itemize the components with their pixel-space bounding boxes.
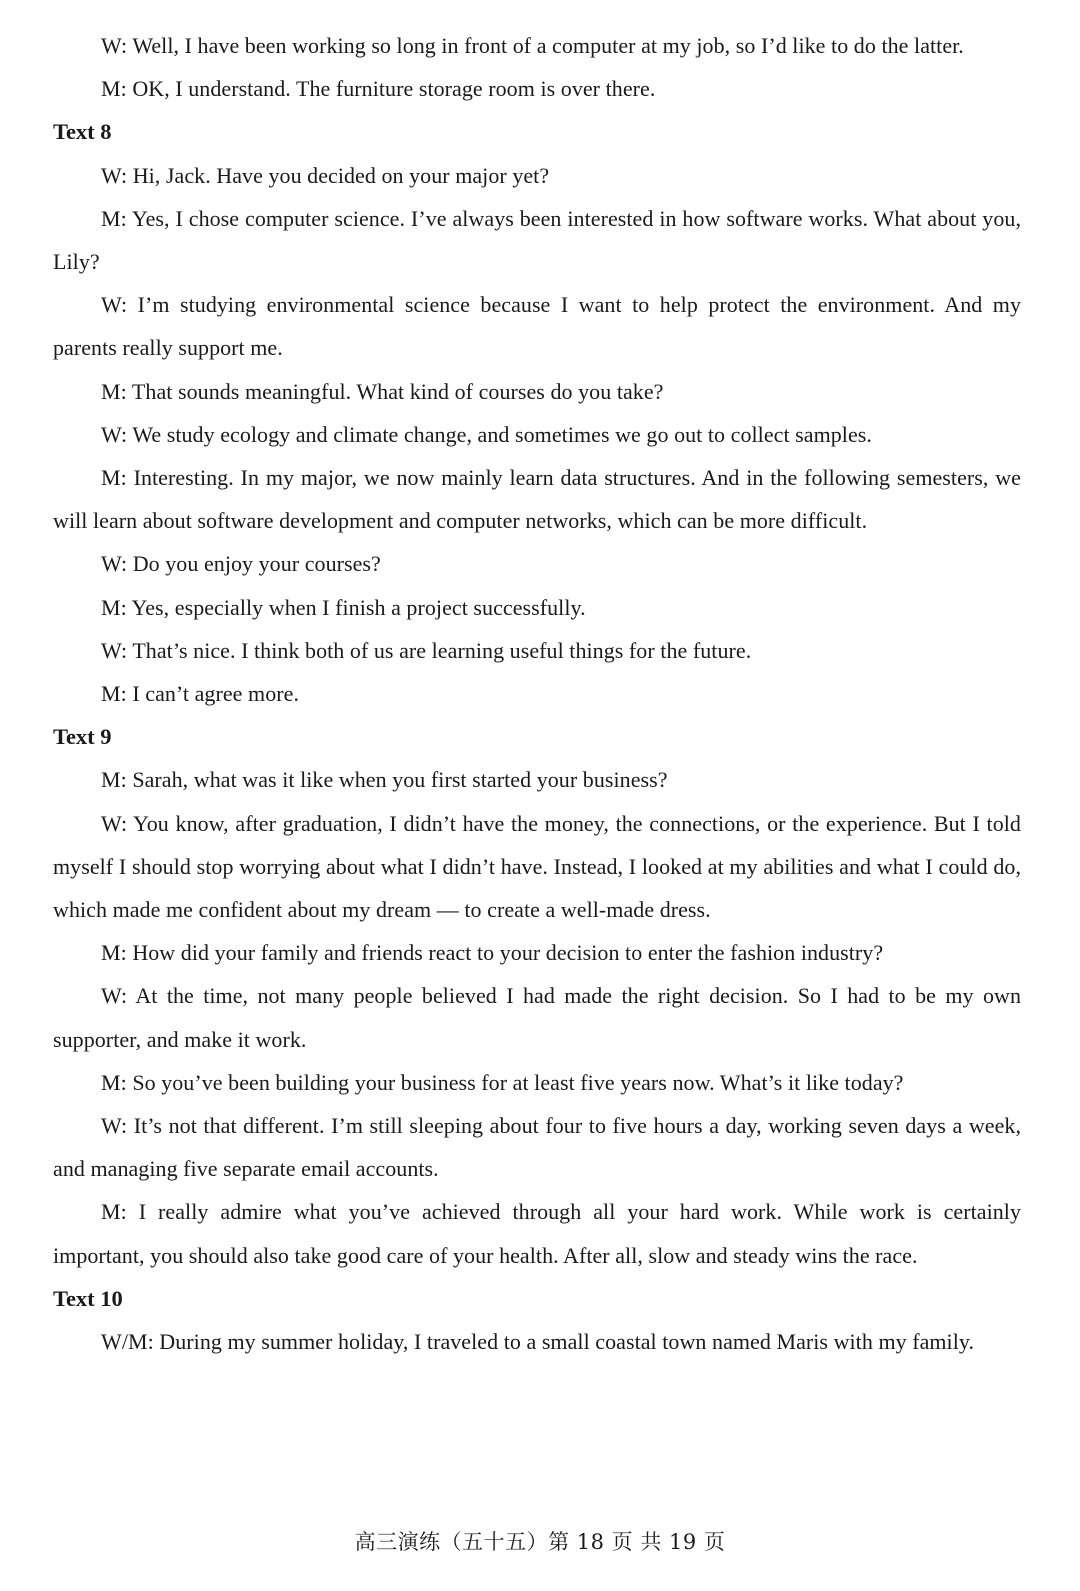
dialogue-line: M: OK, I understand. The furniture storage room is over there. [101,76,656,102]
dialogue-line: W: That’s nice. I think both of us are learning useful things for the future. [101,637,752,663]
dialogue-line: M: That sounds meaningful. What kind of courses do you take? [101,378,664,404]
dialogue-line: M: How did your family and friends react to your decision to enter the fashion industry? [101,940,884,966]
section-heading-text-10: Text 10 [53,1285,123,1311]
dialogue-line: M: So you’ve been building your business for at least five years now. What’s it like today? [101,1069,904,1095]
dialogue-line: W: Well, I have been working so long in front of a computer at my job, so I’d like to do the latter. [101,33,964,58]
dialogue-line: W: I’m studying environmental science because I want to help protect the environment. And my parents really support me. [53,292,1021,361]
dialogue-line: M: Yes, I chose computer science. I’ve always been interested in how software works. What about you, Lily? [53,205,1021,275]
dialogue-line: M: Yes, especially when I finish a project successfully. [101,594,586,620]
page-footer: 高三演练（五十五）第 18 页 共 19 页 [354,1530,726,1554]
dialogue-line: W: Hi, Jack. Have you decided on your major yet? [101,162,550,188]
dialogue-line: M: I really admire what you’ve achieved through all your hard work. While work is certainly important, you should also take good care of your health. After all, slow and steady wins the race. [53,1199,1021,1268]
dialogue-line: M: Sarah, what was it like when you first started your business? [101,767,668,793]
dialogue-line: M: I can’t agree more. [101,681,299,707]
section-heading-text-9: Text 9 [53,724,112,750]
dialogue-line: W: At the time, not many people believed I had made the right decision. So I had to be my own supporter, and make it work. [53,983,1021,1052]
dialogue-line: W/M: During my summer holiday, I traveled to a small coastal town named Maris with my family. [101,1329,975,1355]
dialogue-line: W: We study ecology and climate change, and sometimes we go out to collect samples. [101,421,872,447]
dialogue-line: W: You know, after graduation, I didn’t have the money, the connections, or the experience. But I told myself I should stop worrying about what I didn’t have. Instead, I looked at my abilities and what I could do, which made me confident about my dream — to create a well-made dress. [53,810,1021,923]
dialogue-line: W: It’s not that different. I’m still sleeping about four to five hours a day, working seven days a week, and managing five separate email accounts. [53,1113,1021,1182]
dialogue-line: W: Do you enjoy your courses? [101,551,381,577]
dialogue-line: M: Interesting. In my major, we now mainly learn data structures. And in the following semesters, we will learn about software development and computer networks, which can be more difficult. [53,465,1021,534]
section-heading-text-8: Text 8 [53,119,112,145]
document-page [53,24,1021,1363]
